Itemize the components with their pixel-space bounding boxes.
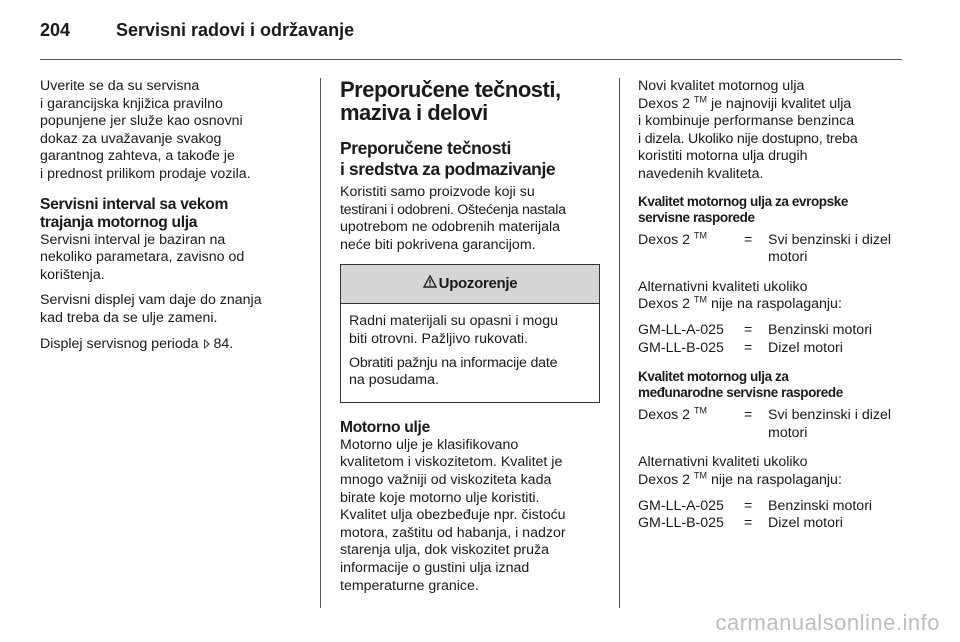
subsection-title: Preporučene tečnosti i sredstva za podmazivanje (340, 138, 556, 179)
paragraph-interval-basis: Servisni interval je baziran na nekoliko parametara, zavisno od korištenja. (40, 231, 245, 283)
spec-intl-alternatives (638, 498, 900, 533)
warning-triangle-icon (423, 265, 437, 303)
section-title: Preporučene tečnosti, maziva i delovi (340, 77, 561, 125)
column-divider-2 (619, 78, 620, 608)
column-2 (340, 78, 602, 603)
paragraph-approved-products: Koristiti samo proizvode koji su testirani i odobreni. Oštećenja nastala upotrebom ne odobrenih materijala neće biti pokrivena garancijom. (340, 184, 566, 253)
spec-eu-alternatives (638, 322, 900, 357)
paragraph-service-booklet: Uverite se da su servisna i garancijska knjižica pravilno popunjene jer služe kao osnovni dokaz za uvažavanje svakog garantnog zahteva, a takođe je i prednost prilikom prodaje vozila. (40, 78, 251, 182)
paragraph-dexos-intro: Novi kvalitet motornog ulja Dexos 2 ™ je najnoviji kvalitet ulja i kombinuje performanse benzinca i dizela. Ukoliko nije dostupno, treba koristiti motorna ulja drugih navedenih kvaliteta. (638, 78, 858, 182)
column-3 (638, 78, 900, 533)
chapter-title: Servisni radovi i održavanje (116, 20, 355, 40)
heading-engine-oil: Motorno ulje (340, 418, 430, 436)
paragraph-eu-alternatives: Alternativni kvaliteti ukoliko Dexos 2 ™ nije na raspolaganju: (638, 278, 842, 313)
header-rule (40, 59, 902, 60)
spec-row: GM-LL-A-025 = Benzinski motori (638, 321, 873, 338)
page-header (40, 20, 920, 50)
page-reference-arrow-icon (204, 339, 210, 349)
paragraph-service-display: Servisni displej vam daje do znanja kad treba da se ulje zameni. (40, 292, 262, 326)
spec-intl-dexos (638, 407, 900, 442)
heading-international-schedule: Kvalitet motornog ulja za međunarodne servisne rasporede (638, 369, 843, 401)
warning-body: Radni materijali su opasni i mogu biti otrovni. Pažljivo rukovati. Obratiti pažnju na informacije date na posudama. (349, 313, 558, 389)
spec-row: Dexos 2 ™ = Svi benzinski i dizel motori (638, 229, 892, 266)
page-number: 204 (40, 20, 71, 40)
paragraph-intl-alternatives: Alternativni kvaliteti ukoliko Dexos 2 ™ nije na raspolaganju: (638, 454, 842, 488)
spec-row: GM-LL-A-025 = Benzinski motori (638, 497, 873, 514)
paragraph-engine-oil: Motorno ulje je klasifikovano kvalitetom i viskozitetom. Kvalitet je mnogo važniji od viskoziteta kada birate koje motorno ulje koristiti. Kvalitet ulja obezbeđuje npr. čistoću motora, zaštitu od habanja, i nadzor starenja ulja, dok viskozitet pruža informacije o gustini ulja iznad temperaturne granice. (340, 436, 566, 594)
paragraph-display-reference: Displej servisnog perioda 84. (40, 335, 234, 352)
heading-service-interval: Servisni interval sa vekom trajanja motornog ulja (40, 195, 229, 231)
watermark: carmanualsonline.info (715, 610, 940, 635)
warning-box (340, 264, 600, 402)
spec-row: GM-LL-B-025 = Dizel motori (638, 339, 843, 356)
warning-title: Upozorenje (438, 275, 518, 293)
warning-header (341, 265, 599, 304)
spec-row: GM-LL-B-025 = Dizel motori (638, 515, 843, 532)
page-reference-link[interactable]: 84. (213, 335, 234, 352)
column-1 (40, 78, 302, 361)
spec-row: Dexos 2 ™ = Svi benzinski i dizel motori (638, 405, 892, 441)
spec-eu-dexos (638, 229, 900, 267)
column-divider-1 (320, 78, 321, 608)
heading-european-schedule: Kvalitet motornog ulja za evropske servisne rasporede (638, 193, 848, 225)
